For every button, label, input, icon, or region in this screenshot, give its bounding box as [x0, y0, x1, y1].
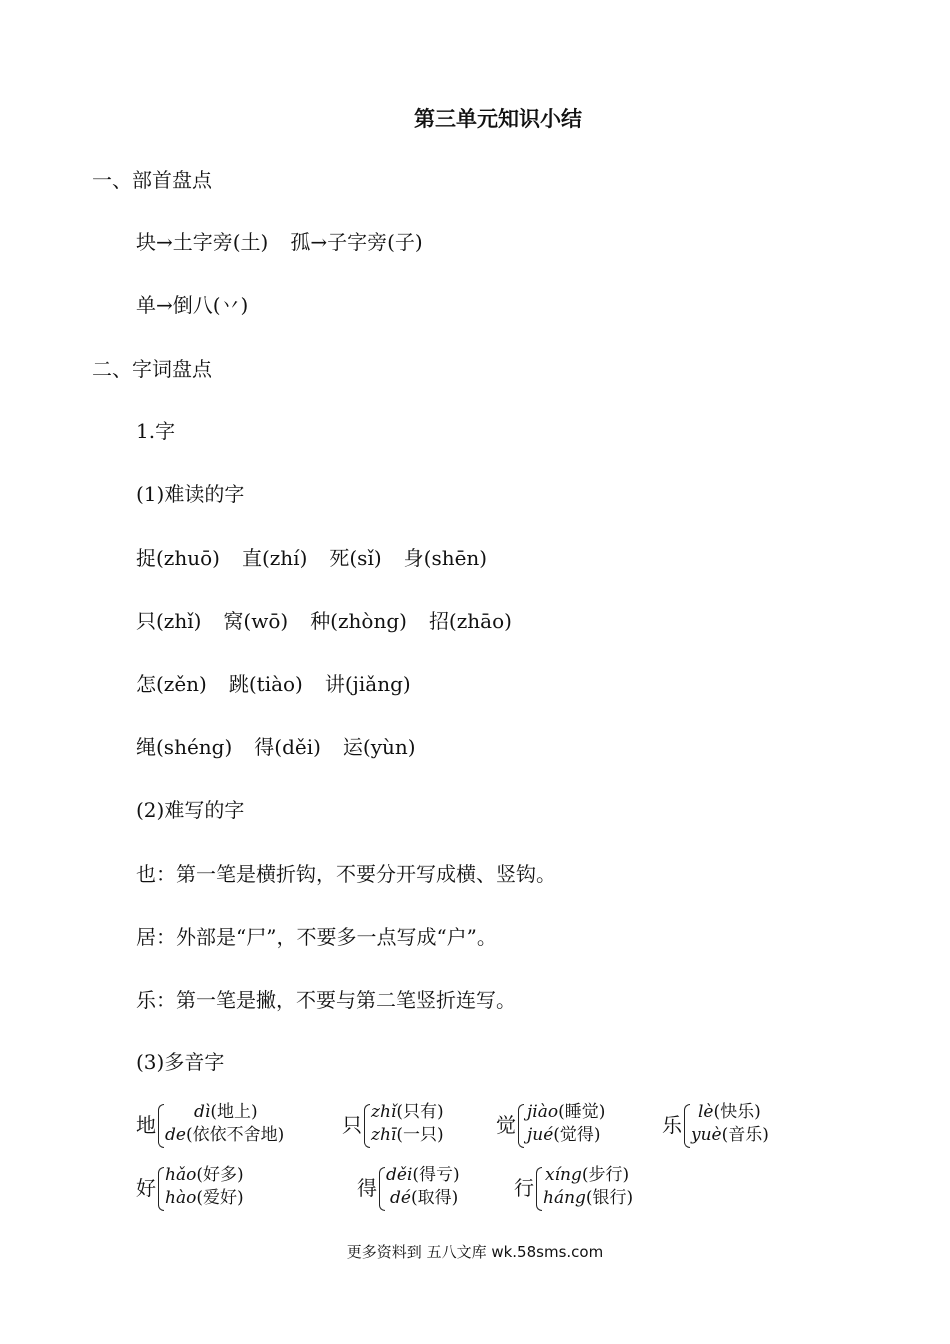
- pinyin: hǎo: [165, 1165, 197, 1185]
- pinyin-entry: 只(zhǐ): [136, 609, 202, 633]
- page-title: 第三单元知识小结: [414, 106, 582, 131]
- reading-2: [691, 1124, 769, 1146]
- example-word: (步行): [581, 1165, 630, 1185]
- reading-1: [165, 1164, 244, 1186]
- pinyin: háng: [543, 1188, 586, 1208]
- pinyin: jiào: [527, 1102, 559, 1122]
- polyphonic-char: 行: [514, 1176, 534, 1200]
- pinyin-entry: 运(yùn): [342, 735, 416, 759]
- writing-note: 居：外部是“尸”，不要多一点写成“户”。: [136, 925, 497, 949]
- polyphonic-char: 得: [357, 1176, 377, 1200]
- brace-icon: [158, 1104, 164, 1148]
- reading-1: [698, 1101, 761, 1123]
- reading-1: [371, 1101, 444, 1123]
- brace-icon: [158, 1167, 164, 1211]
- reading-2: [390, 1187, 458, 1209]
- pinyin-entry: 怎(zěn): [136, 672, 207, 696]
- radical-entry: 块→土字旁(土): [136, 230, 269, 254]
- pinyin-entry: 身(shēn): [403, 546, 488, 570]
- subheading-characters: 1.字: [136, 419, 176, 443]
- pinyin: hào: [165, 1188, 197, 1208]
- example-word: (依依不舍地): [185, 1125, 285, 1145]
- reading-1: [545, 1164, 629, 1186]
- pinyin-row: [136, 607, 512, 635]
- footer-link[interactable]: 更多资料到 五八文库 wk.58sms.com: [346, 1243, 604, 1261]
- pinyin: zhǐ: [371, 1102, 397, 1122]
- pinyin-row: [136, 544, 487, 572]
- pinyin: dé: [390, 1188, 411, 1208]
- pinyin-entry: 死(sǐ): [329, 546, 382, 570]
- radical-entry: 孤→子字旁(子): [290, 230, 423, 254]
- example-word: (觉得): [553, 1125, 601, 1145]
- pinyin-entry: 讲(jiǎng): [324, 672, 411, 696]
- pinyin-entry: 绳(shéng): [136, 735, 233, 759]
- subheading-polyphonic: (3)多音字: [136, 1050, 225, 1074]
- reading-1: [386, 1164, 460, 1186]
- pinyin: lè: [698, 1102, 714, 1122]
- polyphonic-char: 好: [136, 1176, 156, 1200]
- pinyin-row: [136, 670, 411, 698]
- writing-note: 也：第一笔是横折钩，不要分开写成横、竖钩。: [136, 862, 556, 886]
- example-word: (银行): [585, 1188, 634, 1208]
- pinyin-entry: 得(děi): [254, 735, 321, 759]
- pinyin-entry: 跳(tiào): [228, 672, 303, 696]
- subheading-hard-to-write: (2)难写的字: [136, 798, 245, 822]
- polyphonic-char: 乐: [662, 1113, 682, 1137]
- example-word: (睡觉): [558, 1102, 606, 1122]
- example-word: (爱好): [196, 1188, 244, 1208]
- pinyin-entry: 种(zhòng): [310, 609, 407, 633]
- pinyin: jué: [527, 1125, 554, 1145]
- pinyin-entry: 窝(wō): [223, 609, 289, 633]
- reading-2: [165, 1187, 244, 1209]
- pinyin: de: [165, 1125, 186, 1145]
- reading-1: [527, 1101, 605, 1123]
- brace-icon: [364, 1104, 370, 1148]
- pinyin: yuè: [691, 1125, 722, 1145]
- pinyin: dì: [194, 1102, 211, 1122]
- writing-note: 乐：第一笔是撇，不要与第二笔竖折连写。: [136, 988, 516, 1012]
- radical-row-1: [136, 228, 423, 256]
- section-heading-radicals: 一、部首盘点: [92, 168, 212, 192]
- reading-2: [371, 1124, 444, 1146]
- pinyin-entry: 直(zhí): [241, 546, 308, 570]
- pinyin: děi: [386, 1165, 413, 1185]
- pinyin-entry: 捉(zhuō): [136, 546, 220, 570]
- subheading-hard-to-read: (1)难读的字: [136, 482, 245, 506]
- example-word: (音乐): [721, 1125, 769, 1145]
- reading-1: [194, 1101, 258, 1123]
- pinyin: xíng: [545, 1165, 582, 1185]
- radical-row-2: 单→倒八(丷): [136, 293, 249, 317]
- polyphonic-char: 只: [342, 1113, 362, 1137]
- pinyin-row: [136, 733, 416, 761]
- pinyin: zhī: [371, 1125, 397, 1145]
- example-word: (地上): [210, 1102, 258, 1122]
- example-word: (得亏): [412, 1165, 460, 1185]
- example-word: (快乐): [713, 1102, 761, 1122]
- polyphonic-char: 觉: [496, 1113, 516, 1137]
- example-word: (取得): [410, 1188, 459, 1208]
- brace-icon: [379, 1167, 385, 1211]
- brace-icon: [684, 1104, 690, 1148]
- reading-2: [527, 1124, 601, 1146]
- reading-2: [165, 1124, 284, 1146]
- example-word: (一只): [396, 1125, 444, 1145]
- reading-2: [543, 1187, 633, 1209]
- example-word: (好多): [196, 1165, 244, 1185]
- pinyin-entry: 招(zhāo): [428, 609, 512, 633]
- example-word: (只有): [396, 1102, 444, 1122]
- brace-icon: [518, 1104, 524, 1148]
- section-heading-words: 二、字词盘点: [92, 357, 212, 381]
- brace-icon: [536, 1167, 542, 1211]
- polyphonic-char: 地: [136, 1113, 156, 1137]
